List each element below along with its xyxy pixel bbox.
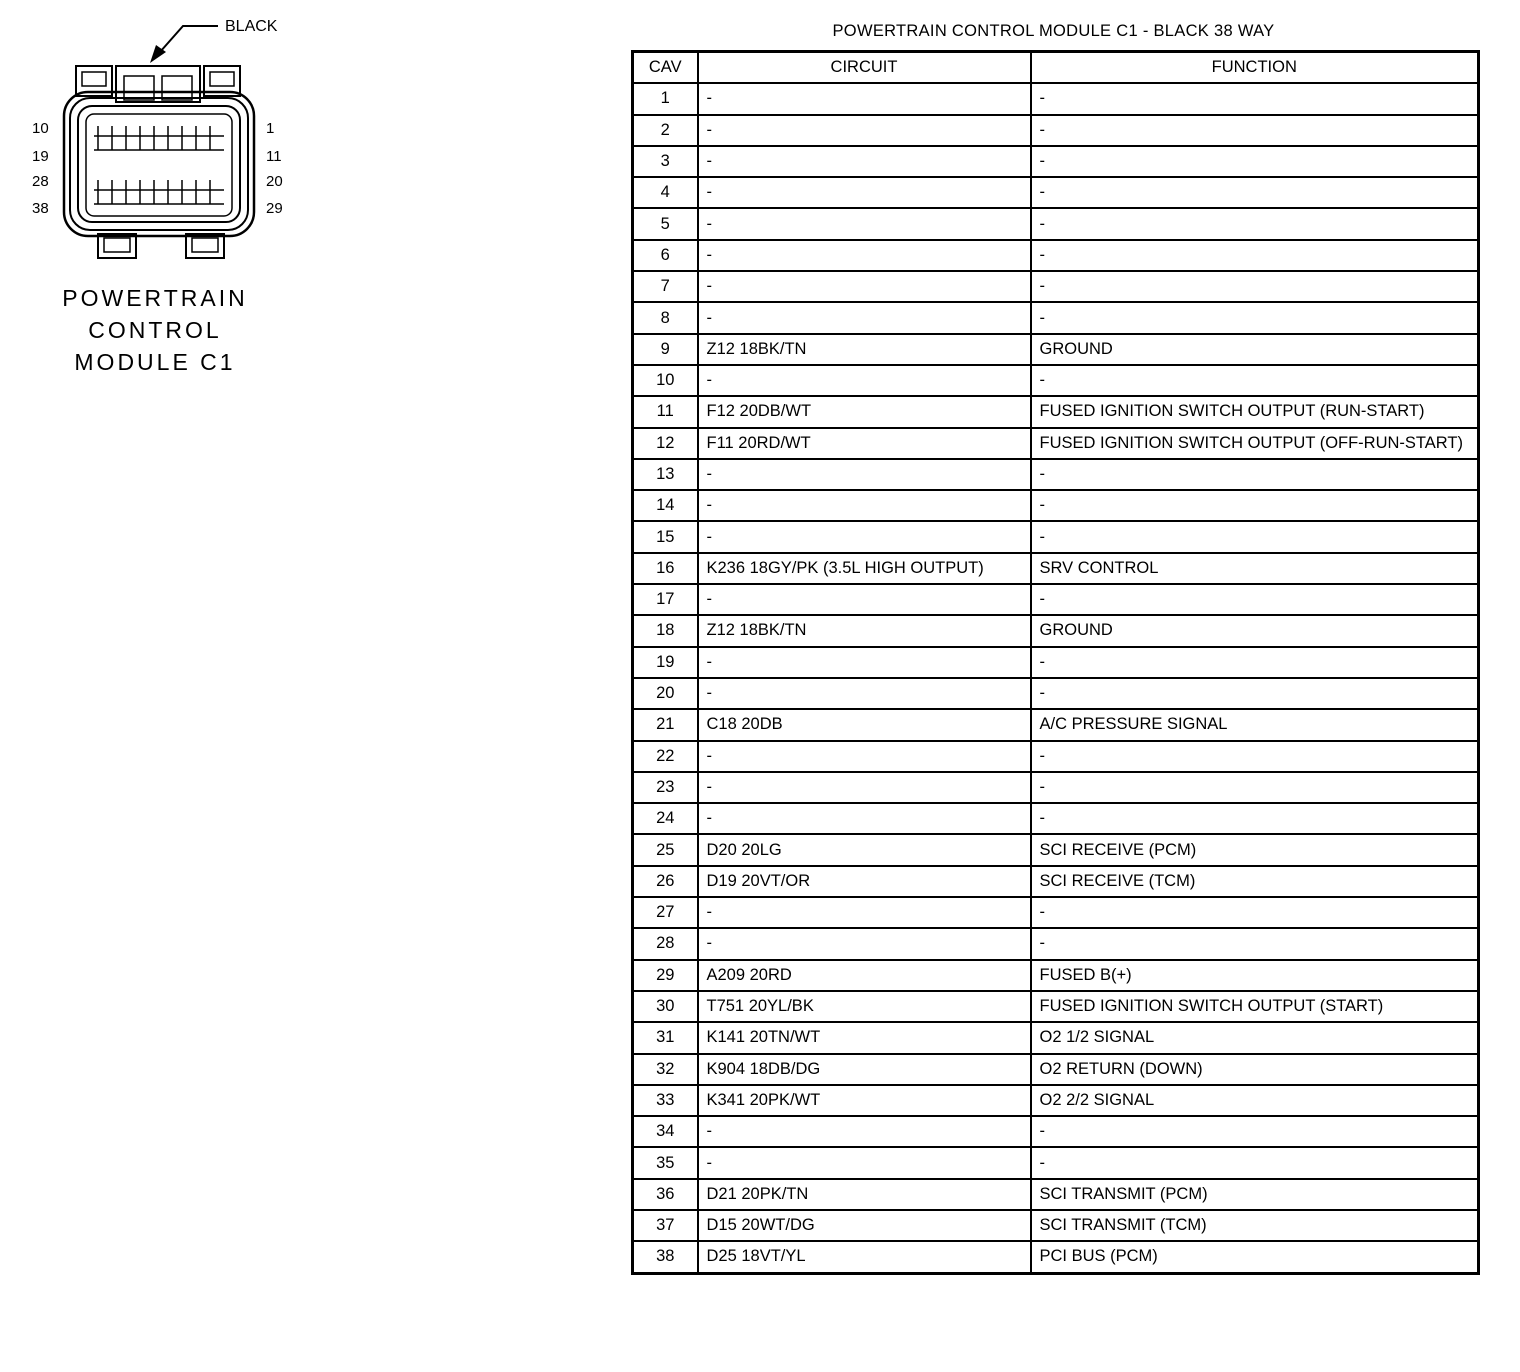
function-cell: GROUND — [1031, 334, 1479, 365]
cav-cell: 3 — [633, 146, 698, 177]
table-row — [633, 146, 1479, 177]
circuit-cell: K904 18DB/DG — [698, 1054, 1031, 1085]
connector-name-line-3: MODULE C1 — [74, 349, 236, 375]
connector-name-line-2: CONTROL — [88, 317, 222, 343]
circuit-cell: - — [698, 365, 1031, 396]
pin-rows — [94, 126, 224, 204]
function-cell: - — [1031, 365, 1479, 396]
cav-cell: 27 — [633, 897, 698, 928]
pin-label-right-2: 11 — [266, 148, 282, 165]
circuit-cell: C18 20DB — [698, 709, 1031, 740]
table-row — [633, 1147, 1479, 1178]
function-cell: SRV CONTROL — [1031, 553, 1479, 584]
table-row — [633, 772, 1479, 803]
function-cell: O2 RETURN (DOWN) — [1031, 1054, 1479, 1085]
cav-cell: 31 — [633, 1022, 698, 1053]
circuit-cell: F12 20DB/WT — [698, 396, 1031, 427]
connector-color-callout: BLACK — [225, 18, 278, 35]
table-row — [633, 428, 1479, 459]
table-row — [633, 83, 1479, 114]
function-cell: SCI TRANSMIT (PCM) — [1031, 1179, 1479, 1210]
cav-cell: 21 — [633, 709, 698, 740]
cav-cell: 29 — [633, 960, 698, 991]
circuit-cell: - — [698, 490, 1031, 521]
cav-cell: 28 — [633, 928, 698, 959]
pin-label-left-2: 19 — [32, 148, 49, 165]
function-cell: - — [1031, 647, 1479, 678]
function-cell: - — [1031, 772, 1479, 803]
function-cell: - — [1031, 146, 1479, 177]
table-row — [633, 459, 1479, 490]
function-cell: PCI BUS (PCM) — [1031, 1241, 1479, 1273]
table-row — [633, 1179, 1479, 1210]
table-row — [633, 553, 1479, 584]
circuit-cell: A209 20RD — [698, 960, 1031, 991]
function-cell: - — [1031, 208, 1479, 239]
table-row — [633, 615, 1479, 646]
circuit-cell: - — [698, 240, 1031, 271]
circuit-cell: - — [698, 302, 1031, 333]
function-cell: GROUND — [1031, 615, 1479, 646]
table-row — [633, 271, 1479, 302]
function-cell: - — [1031, 741, 1479, 772]
circuit-cell: T751 20YL/BK — [698, 991, 1031, 1022]
table-row — [633, 490, 1479, 521]
cav-cell: 38 — [633, 1241, 698, 1273]
circuit-cell: D20 20LG — [698, 834, 1031, 865]
circuit-cell: - — [698, 271, 1031, 302]
table-row — [633, 1085, 1479, 1116]
cav-cell: 23 — [633, 772, 698, 803]
function-cell: SCI RECEIVE (PCM) — [1031, 834, 1479, 865]
pin-label-left-1: 10 — [32, 120, 49, 137]
cav-cell: 37 — [633, 1210, 698, 1241]
pin-label-right-3: 20 — [266, 173, 283, 190]
function-cell: - — [1031, 678, 1479, 709]
table-row — [633, 647, 1479, 678]
function-cell: - — [1031, 177, 1479, 208]
circuit-cell: K341 20PK/WT — [698, 1085, 1031, 1116]
cav-cell: 35 — [633, 1147, 698, 1178]
connector-name-line-1: POWERTRAIN — [62, 285, 248, 311]
table-row — [633, 1054, 1479, 1085]
pin-label-left-4: 38 — [32, 200, 49, 217]
cav-cell: 36 — [633, 1179, 698, 1210]
table-row — [633, 866, 1479, 897]
table-row — [633, 991, 1479, 1022]
cav-cell: 4 — [633, 177, 698, 208]
circuit-cell: - — [698, 1116, 1031, 1147]
circuit-cell: - — [698, 584, 1031, 615]
function-cell: FUSED IGNITION SWITCH OUTPUT (START) — [1031, 991, 1479, 1022]
cav-cell: 34 — [633, 1116, 698, 1147]
circuit-cell: D21 20PK/TN — [698, 1179, 1031, 1210]
cav-cell: 17 — [633, 584, 698, 615]
pin-label-right-1: 1 — [266, 120, 275, 137]
table-row — [633, 709, 1479, 740]
circuit-cell: - — [698, 897, 1031, 928]
cav-cell: 33 — [633, 1085, 698, 1116]
circuit-cell: - — [698, 208, 1031, 239]
cav-cell: 14 — [633, 490, 698, 521]
circuit-cell: Z12 18BK/TN — [698, 615, 1031, 646]
cav-cell: 2 — [633, 115, 698, 146]
table-row — [633, 334, 1479, 365]
circuit-cell: - — [698, 459, 1031, 490]
table-row — [633, 1241, 1479, 1273]
function-cell: O2 2/2 SIGNAL — [1031, 1085, 1479, 1116]
cav-cell: 26 — [633, 866, 698, 897]
pin-label-left-3: 28 — [32, 173, 49, 190]
connector-key — [116, 66, 200, 102]
table-row — [633, 365, 1479, 396]
circuit-cell: F11 20RD/WT — [698, 428, 1031, 459]
circuit-cell: - — [698, 146, 1031, 177]
cav-cell: 19 — [633, 647, 698, 678]
table-row — [633, 521, 1479, 552]
function-cell: - — [1031, 584, 1479, 615]
circuit-cell: - — [698, 1147, 1031, 1178]
circuit-cell: K236 18GY/PK (3.5L HIGH OUTPUT) — [698, 553, 1031, 584]
function-cell: - — [1031, 115, 1479, 146]
connector-diagram — [0, 0, 320, 400]
function-cell: - — [1031, 490, 1479, 521]
function-cell: FUSED IGNITION SWITCH OUTPUT (OFF-RUN-START) — [1031, 428, 1479, 459]
function-cell: - — [1031, 459, 1479, 490]
table-row — [633, 302, 1479, 333]
table-row — [633, 1210, 1479, 1241]
function-cell: - — [1031, 83, 1479, 114]
table-row — [633, 678, 1479, 709]
function-cell: O2 1/2 SIGNAL — [1031, 1022, 1479, 1053]
cav-cell: 22 — [633, 741, 698, 772]
circuit-cell: - — [698, 928, 1031, 959]
callout-leader-line — [160, 26, 218, 52]
circuit-cell: - — [698, 772, 1031, 803]
function-cell: A/C PRESSURE SIGNAL — [1031, 709, 1479, 740]
function-cell: - — [1031, 240, 1479, 271]
pin-label-right-4: 29 — [266, 200, 283, 217]
function-cell: SCI RECEIVE (TCM) — [1031, 866, 1479, 897]
function-cell: - — [1031, 803, 1479, 834]
cav-cell: 5 — [633, 208, 698, 239]
function-cell: - — [1031, 521, 1479, 552]
header-circuit: CIRCUIT — [698, 52, 1031, 84]
table-body — [633, 83, 1479, 1273]
circuit-cell: - — [698, 521, 1031, 552]
cav-cell: 24 — [633, 803, 698, 834]
circuit-cell: Z12 18BK/TN — [698, 334, 1031, 365]
cav-cell: 20 — [633, 678, 698, 709]
circuit-cell: D15 20WT/DG — [698, 1210, 1031, 1241]
table-row — [633, 897, 1479, 928]
function-cell: - — [1031, 1116, 1479, 1147]
function-cell: - — [1031, 897, 1479, 928]
table-row — [633, 1116, 1479, 1147]
circuit-cell: - — [698, 647, 1031, 678]
cav-cell: 25 — [633, 834, 698, 865]
table-header-row — [633, 52, 1479, 84]
function-cell: FUSED B(+) — [1031, 960, 1479, 991]
circuit-cell: - — [698, 803, 1031, 834]
table-row — [633, 834, 1479, 865]
header-function: FUNCTION — [1031, 52, 1479, 84]
table-row — [633, 803, 1479, 834]
cav-cell: 13 — [633, 459, 698, 490]
table-row — [633, 584, 1479, 615]
table-row — [633, 928, 1479, 959]
function-cell: - — [1031, 302, 1479, 333]
pinout-table — [631, 50, 1480, 1275]
cav-cell: 16 — [633, 553, 698, 584]
circuit-cell: K141 20TN/WT — [698, 1022, 1031, 1053]
function-cell: - — [1031, 1147, 1479, 1178]
table-row — [633, 177, 1479, 208]
function-cell: - — [1031, 928, 1479, 959]
cav-cell: 9 — [633, 334, 698, 365]
table-row — [633, 240, 1479, 271]
table-row — [633, 1022, 1479, 1053]
circuit-cell: - — [698, 678, 1031, 709]
table-row — [633, 115, 1479, 146]
header-cav: CAV — [633, 52, 698, 84]
table-title: POWERTRAIN CONTROL MODULE C1 - BLACK 38 WAY — [832, 22, 1275, 40]
function-cell: - — [1031, 271, 1479, 302]
circuit-cell: - — [698, 741, 1031, 772]
table-row — [633, 741, 1479, 772]
circuit-cell: D19 20VT/OR — [698, 866, 1031, 897]
table-row — [633, 396, 1479, 427]
cav-cell: 12 — [633, 428, 698, 459]
cav-cell: 32 — [633, 1054, 698, 1085]
cav-cell: 1 — [633, 83, 698, 114]
circuit-cell: - — [698, 177, 1031, 208]
function-cell: FUSED IGNITION SWITCH OUTPUT (RUN-START) — [1031, 396, 1479, 427]
cav-cell: 10 — [633, 365, 698, 396]
circuit-cell: - — [698, 115, 1031, 146]
circuit-cell: - — [698, 83, 1031, 114]
cav-cell: 30 — [633, 991, 698, 1022]
table-row — [633, 960, 1479, 991]
cav-cell: 18 — [633, 615, 698, 646]
cav-cell: 7 — [633, 271, 698, 302]
circuit-cell: D25 18VT/YL — [698, 1241, 1031, 1273]
table-row — [633, 208, 1479, 239]
cav-cell: 15 — [633, 521, 698, 552]
cav-cell: 6 — [633, 240, 698, 271]
cav-cell: 11 — [633, 396, 698, 427]
function-cell: SCI TRANSMIT (TCM) — [1031, 1210, 1479, 1241]
cav-cell: 8 — [633, 302, 698, 333]
